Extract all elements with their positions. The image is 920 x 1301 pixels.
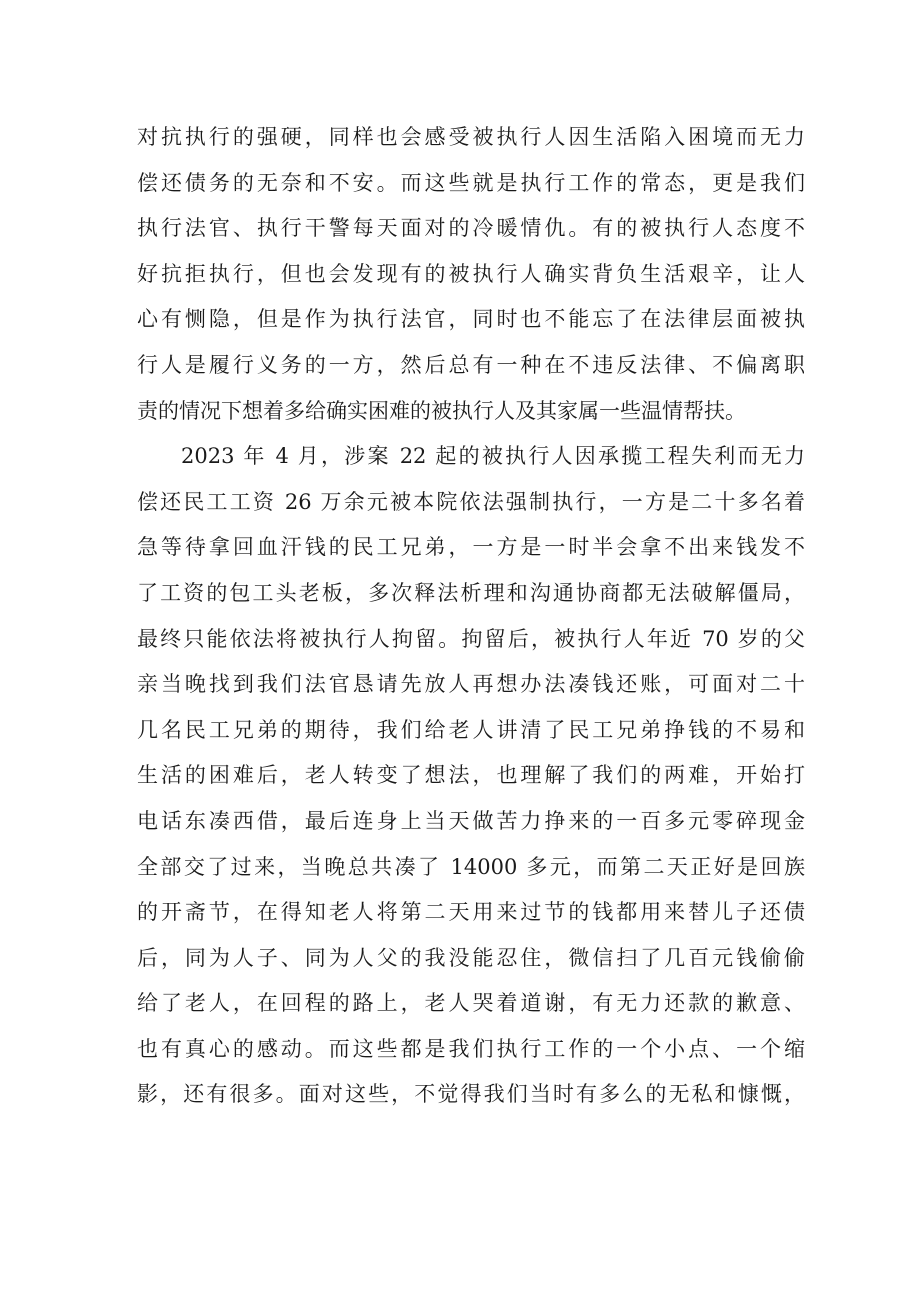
body-text <box>137 115 805 1118</box>
text-line: 几名民工兄弟的期待，我们给老人讲清了民工兄弟挣钱的不易和 <box>137 717 805 742</box>
text-line: 给了老人，在回程的路上，老人哭着道谢，有无力还款的歉意、 <box>137 991 805 1016</box>
text-line: 也有真心的感动。而这些都是我们执行工作的一个小点、一个缩 <box>137 1036 805 1061</box>
text-line: 了工资的包工头老板，多次释法析理和沟通协商都无法破解僵局， <box>137 580 805 605</box>
text-line: 偿还债务的无奈和不安。而这些就是执行工作的常态，更是我们 <box>137 170 805 195</box>
text-line: 亲当晚找到我们法官恳请先放人再想办法凑钱还账，可面对二十 <box>137 672 805 697</box>
text-line: 的开斋节，在得知老人将第二天用来过节的钱都用来替儿子还债 <box>137 900 805 925</box>
text-line: 对抗执行的强硬，同样也会感受被执行人因生活陷入困境而无力 <box>137 125 805 149</box>
text-line: 后，同为人子、同为人父的我没能忍住，微信扫了几百元钱偷偷 <box>137 945 805 970</box>
text-line: 责的情况下想着多给确实困难的被执行人及其家属一些温情帮扶。 <box>137 398 746 423</box>
text-line: 影，还有很多。面对这些，不觉得我们当时有多么的无私和慷慨， <box>137 1082 805 1107</box>
text-line: 全部交了过来，当晚总共凑了 14000 多元，而第二天正好是回族 <box>137 854 805 879</box>
text-line: 电话东凑西借，最后连身上当天做苦力挣来的一百多元零碎现金 <box>137 808 805 833</box>
text-line: 2023 年 4 月，涉案 22 起的被执行人因承揽工程失利而无力 <box>181 444 805 469</box>
text-line: 行人是履行义务的一方，然后总有一种在不违反法律、不偏离职 <box>137 352 805 377</box>
text-line: 心有恻隐，但是作为执行法官，同时也不能忘了在法律层面被执 <box>137 307 805 332</box>
text-line: 偿还民工工资 26 万余元被本院依法强制执行，一方是二十多名着 <box>137 489 805 514</box>
text-line: 最终只能依法将被执行人拘留。拘留后，被执行人年近 70 岁的父 <box>137 626 805 651</box>
text-line: 执行法官、执行干警每天面对的冷暖情仇。有的被执行人态度不 <box>137 216 805 241</box>
text-line: 生活的困难后，老人转变了想法，也理解了我们的两难，开始打 <box>137 763 805 788</box>
text-line: 好抗拒执行，但也会发现有的被执行人确实背负生活艰辛，让人 <box>137 261 805 286</box>
text-line: 急等待拿回血汗钱的民工兄弟，一方是一时半会拿不出来钱发不 <box>137 535 805 560</box>
